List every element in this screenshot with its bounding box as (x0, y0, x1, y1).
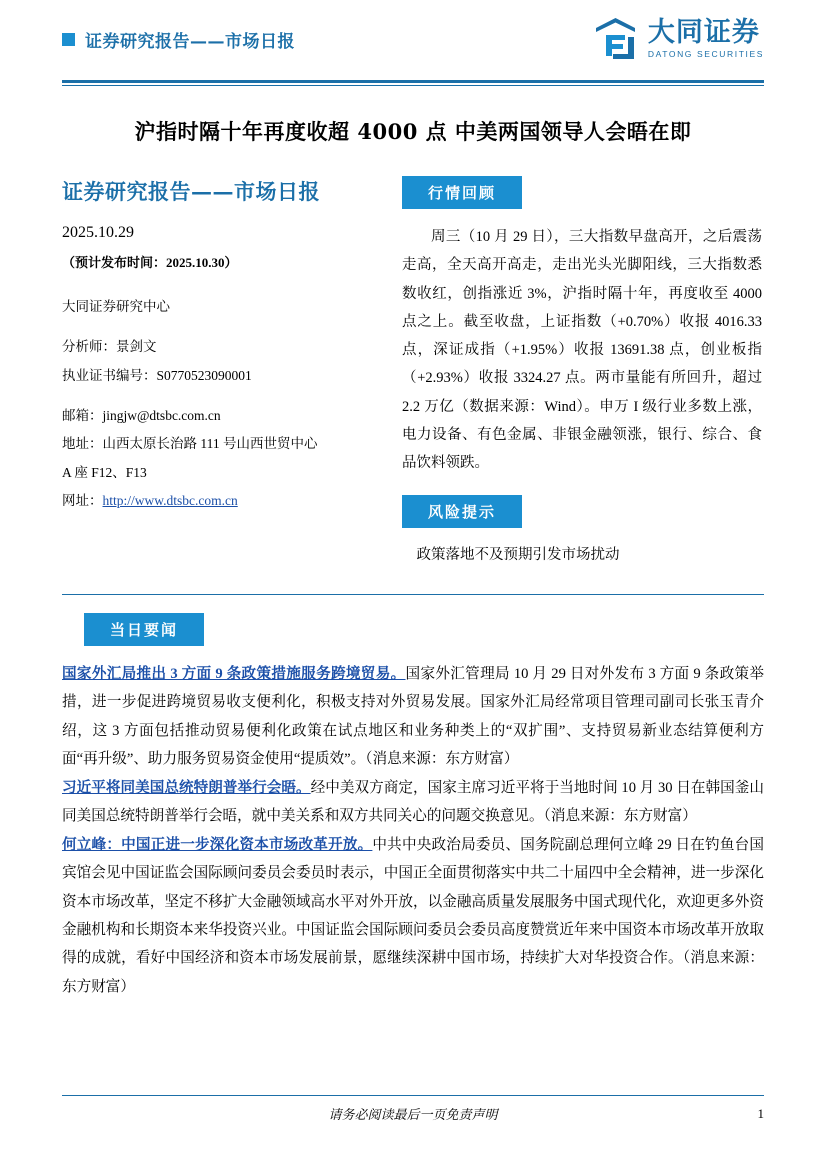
risk-warning-text: 政策落地不及预期引发市场扰动 (416, 547, 620, 564)
meta-gap-1 (62, 321, 388, 333)
meta-gap-2 (62, 390, 388, 402)
logo-name-en: DATONG SECURITIES (647, 49, 764, 60)
report-title: 证券研究报告——市场日报 (62, 179, 320, 204)
news-item-text: 中共中央政治局委员、国务院副总理何立峰 29 日在钓鱼台国宾馆会见中国证监会国际顾问委员会委员时表示，中国正全面贯彻落实中共二十届四中全会精神，进一步深化资本市场改革，坚定不移扩大金融领域高水平对外开放，以金融高质量发展服务中国式现代化，欢迎更多外资金融机构和长期资本来华投资兴业。中国证监会国际顾问委员会委员高度赞赏近年来中国资本市场改革开放取得的成就，看好中国经济和资本市场发展前景，愿继续深耕中国市场，持续扩大对华投资合作。（消息来源：东方财富） (62, 836, 764, 995)
market-review-text: 周三（10 月 29 日），三大指数早盘高开，之后震荡走高，全天高开高走，走出光头光脚阳线，三大指数悉数收红，创指涨近 3%，沪指时隔十年，再度收至 4000 点之上。截至收盘，上证指数（+0.70%）收报 4016.33 点，深证成指（+1.95%）收报 13691.38 点，创业板指（+2.93%）收报 3324.27 点。两市量能有所回升，超过 2.2 万亿（数据来源：Wind）。申万 I 级行业多数上涨，电力设备、有色金属、非银金融领涨，银行、综合、食品饮料领跌。 (402, 229, 762, 472)
header-title: 证券研究报告——市场日报 (85, 31, 295, 52)
header-left (62, 27, 295, 52)
content-columns (62, 176, 764, 570)
page-header (62, 0, 764, 78)
news-tab-wrap (62, 613, 764, 646)
contact-address-line2: A 座 F12、F13 (62, 464, 147, 480)
report-publish-time: （预计发布时间：2025.10.30） (62, 255, 238, 270)
tab-daily-news[interactable]: 当日要闻 (84, 613, 204, 646)
analyst-license: 执业证书编号：S0770523090001 (62, 367, 252, 383)
report-date: 2025.10.29 (62, 224, 134, 241)
footer-row (62, 1104, 764, 1123)
contact-website (62, 487, 388, 515)
contact-address-line1: 地址：山西太原长治路 111 号山西世贸中心 (62, 436, 318, 452)
news-body (62, 660, 764, 1001)
page-title: 沪指时隔十年再度收超 4000 点 中美两国领导人会晤在即 (134, 119, 692, 144)
blue-square-icon (62, 33, 75, 46)
left-column (62, 176, 402, 570)
risk-tab-wrap (402, 495, 762, 528)
page-footer (62, 1095, 764, 1123)
footer-disclaimer: 请务必阅读最后一页免责声明 (328, 1107, 498, 1122)
news-item-headline[interactable]: 习近平将同美国总统特朗普举行会晤。 (62, 779, 311, 796)
logo-name-cn: 大同证券 (647, 17, 760, 49)
news-item (62, 660, 764, 774)
news-item-text: 经中美双方商定，国家主席习近平将于当地时间 10 月 30 日在韩国釜山同美国总统特朗普举行会晤，就中美关系和双方共同关心的问题交换意见。（消息来源：东方财富） (62, 779, 764, 825)
market-review-tab-wrap (402, 176, 762, 209)
header-rule-thin (62, 85, 764, 86)
logo-text (648, 19, 764, 59)
research-center: 大同证券研究中心 (62, 299, 170, 314)
company-logo (592, 16, 764, 63)
tab-risk-warning[interactable]: 风险提示 (402, 495, 522, 528)
news-separator (62, 594, 764, 595)
analyst-name: 分析师：景剑文 (62, 339, 157, 355)
header-rule-thick (62, 80, 764, 83)
page-number: 1 (757, 1105, 764, 1121)
logo-mark-icon (592, 16, 639, 63)
news-item-text: 国家外汇管理局 10 月 29 日对外发布 3 方面 9 条政策举措，进一步促进跨境贸易收支便利化，积极支持对外贸易发展。国家外汇局经常项目管理司副司长张玉青介绍，这 3 方面包括推动贸易便利化政策在试点地区和业务种类上的“双扩围”、支持贸易新业态结算便利方面“再升级”、助力服务贸易资金使用“提质效”。（消息来源：东方财富） (62, 665, 764, 768)
footer-rule (62, 1095, 764, 1096)
news-item-headline[interactable]: 何立峰：中国正进一步深化资本市场改革开放。 (62, 836, 373, 853)
website-link[interactable]: http://www.dtsbc.com.cn (102, 493, 238, 509)
tab-market-review[interactable]: 行情回顾 (402, 176, 522, 209)
contact-email: 邮箱：jingjw@dtsbc.com.cn (62, 408, 221, 424)
news-item (62, 774, 764, 831)
report-meta (62, 293, 388, 515)
website-label: 网址： (62, 493, 103, 509)
right-column (402, 176, 762, 570)
news-item (62, 831, 764, 1002)
news-item-headline[interactable]: 国家外汇局推出 3 方面 9 条政策措施服务跨境贸易。 (62, 665, 406, 682)
